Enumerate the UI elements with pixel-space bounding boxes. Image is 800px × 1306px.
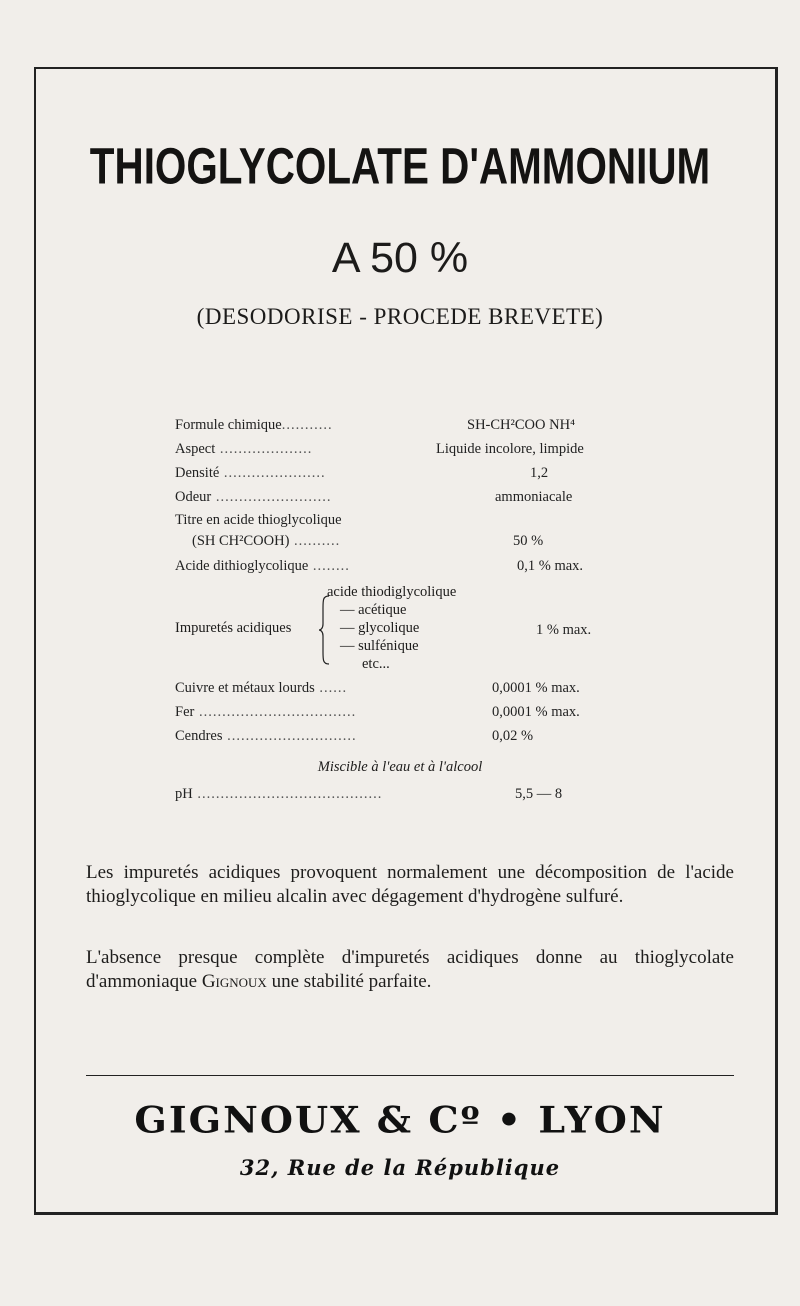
spec-label-iron: Fer ..................................: [175, 704, 357, 720]
spec-label-ash: Cendres ............................: [175, 728, 357, 744]
subtitle: (DESODORISE - PROCEDE BREVETE): [196, 304, 604, 329]
impurity-item: — sulfénique: [340, 638, 419, 654]
spec-label-titre: Titre en acide thioglycolique: [175, 512, 342, 528]
spec-value-iron: 0,0001 % max.: [492, 704, 580, 720]
spec-value-formula: SH-CH²COO NH⁴: [467, 417, 576, 433]
impurity-item: — acétique: [340, 602, 407, 618]
spec-label-aspect: Aspect ....................: [175, 441, 313, 457]
paragraph-impurities: Les impuretés acidiques provoquent normalement une décomposition de l'acide thioglycolique en milieu alcalin avec dégagement d'hydrogène sulfuré.: [86, 862, 734, 907]
spec-label-formula: Formule chimique...........: [175, 417, 333, 433]
spec-value-odor: ammoniacale: [495, 489, 573, 505]
spec-value-aspect: Liquide incolore, limpide: [436, 441, 584, 457]
divider: [86, 1075, 734, 1076]
spec-value-ash: 0,02 %: [492, 728, 534, 744]
spec-label-dithio: Acide dithioglycolique ........: [175, 558, 350, 574]
spec-value-dithio: 0,1 % max.: [517, 558, 584, 574]
spec-value-copper: 0,0001 % max.: [492, 680, 580, 696]
spec-label-odor: Odeur .........................: [175, 489, 332, 505]
concentration: A 50 %: [331, 234, 469, 282]
spec-label-titre-formula: (SH CH²COOH) ..........: [192, 533, 341, 549]
spec-label-density: Densité ......................: [175, 465, 326, 481]
impurity-item: — glycolique: [340, 620, 420, 636]
impurities-label: Impuretés acidiques: [175, 620, 292, 636]
miscible-note: Miscible à l'eau et à l'alcool: [317, 759, 483, 775]
brace-icon: [318, 594, 328, 660]
spec-value-ph: 5,5 — 8: [515, 786, 563, 802]
spec-label-copper: Cuivre et métaux lourds ......: [175, 680, 348, 696]
company-name: GIGNOUX & Cº • LYON: [134, 1098, 666, 1141]
paragraph-stability: L'absence presque complète d'impuretés acidiques donne au thioglycolate d'ammoniaque Gignoux une stabilité parfaite.: [86, 947, 734, 992]
spec-label-ph: pH ........................................: [175, 786, 383, 802]
spec-value-density: 1,2: [530, 465, 549, 481]
impurities-value: 1 % max.: [536, 622, 592, 638]
product-title: THIOGLYCOLATE D'AMMONIUM: [89, 137, 711, 195]
spec-value-titre: 50 %: [513, 533, 544, 549]
brand-inline: Gignoux: [201, 971, 267, 992]
impurity-item: etc...: [362, 656, 390, 672]
company-address: 32, Rue de la République: [239, 1155, 561, 1180]
impurity-item: acide thiodiglycolique: [327, 584, 457, 600]
